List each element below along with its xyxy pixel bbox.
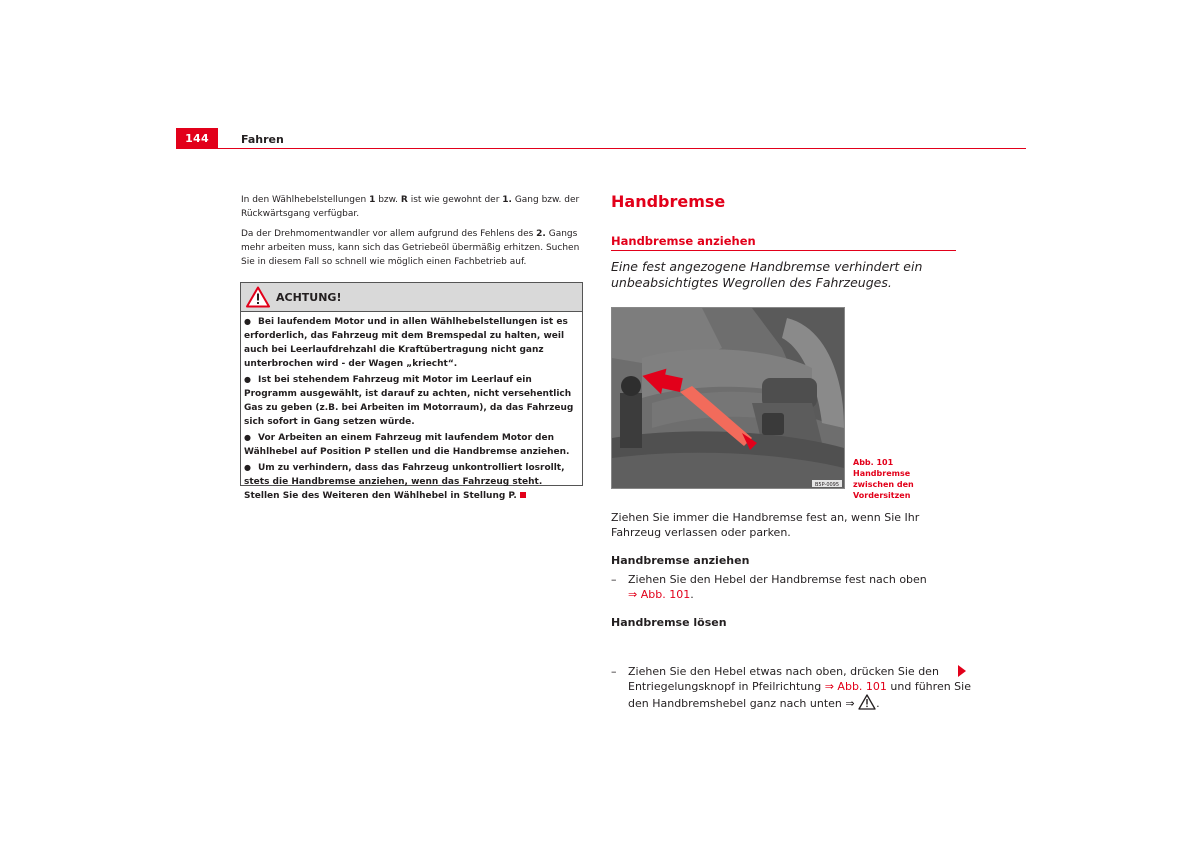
running-head: Fahren bbox=[241, 133, 284, 146]
warning-header bbox=[241, 283, 582, 312]
warning-triangle-icon bbox=[246, 286, 270, 308]
paragraph-gears bbox=[241, 193, 586, 221]
paragraph-torque bbox=[241, 227, 586, 269]
bullet-icon: ● bbox=[244, 375, 251, 384]
warning-item-text: Bei laufendem Motor und in allen Wählhebelstellungen ist es erforderlich, das Fahrzeug mit dem Bremspedal zu halten, weil auch bei Leerlaufdrehzahl die Kraftübertragung nicht ganz unterbrochen wird - der Wagen „kriecht“. bbox=[244, 317, 568, 369]
text-bold: 2. bbox=[536, 229, 546, 239]
warning-item-text: Vor Arbeiten an einem Fahrzeug mit laufendem Motor den Wählhebel auf Position P stellen und die Handbremse anziehen. bbox=[244, 433, 570, 457]
bullet-icon: ● bbox=[244, 317, 251, 326]
warning-item bbox=[244, 373, 579, 429]
warning-item bbox=[244, 461, 579, 503]
step-text: . bbox=[690, 588, 694, 601]
figure-handbrake bbox=[611, 307, 845, 489]
warning-title: ACHTUNG! bbox=[276, 290, 342, 304]
subsection-rule bbox=[611, 250, 956, 251]
next-page-arrow-icon bbox=[958, 665, 966, 677]
bullet-icon: ● bbox=[244, 463, 251, 472]
figure-code: B5P-0095 bbox=[815, 482, 840, 488]
step-text: Ziehen Sie den Hebel etwas nach oben, drücken Sie den Entriegelungsknopf in Pfeilrichtung bbox=[628, 665, 939, 693]
end-square-icon bbox=[520, 492, 526, 498]
text: Gang bzw. der Rückwärtsgang verfügbar. bbox=[241, 195, 580, 219]
warning-body bbox=[241, 312, 582, 503]
intro-text: Eine fest angezogene Handbremse verhindert ein unbeabsichtigtes Wegrollen des Fahrzeuges. bbox=[611, 259, 923, 290]
page-number: 144 bbox=[176, 128, 218, 149]
step-text: . bbox=[876, 697, 880, 710]
figure-caption: Abb. 101 Handbremse zwischen den Vordersitzen bbox=[853, 458, 914, 500]
step-release bbox=[611, 664, 973, 711]
section-title: Handbremse bbox=[611, 192, 726, 211]
subsection-title: Handbremse anziehen bbox=[611, 234, 756, 248]
text-bold: 1. bbox=[502, 195, 512, 205]
dash-icon: – bbox=[611, 573, 617, 586]
heading-apply: Handbremse anziehen bbox=[611, 554, 750, 567]
warning-box bbox=[240, 282, 583, 501]
bullet-icon: ● bbox=[244, 433, 251, 442]
handbrake-illustration bbox=[612, 308, 844, 488]
warning-item bbox=[244, 315, 579, 371]
left-column bbox=[241, 193, 586, 275]
warning-item bbox=[244, 431, 579, 459]
text: ist wie gewohnt der bbox=[407, 195, 503, 205]
step-apply bbox=[611, 572, 973, 602]
step-text: Ziehen Sie den Hebel der Handbremse fest nach oben bbox=[628, 573, 927, 586]
figure-link[interactable]: ⇒ Abb. 101 bbox=[824, 680, 887, 693]
text: In den Wählhebelstellungen bbox=[241, 195, 370, 205]
step-text: und führen Sie den Handbremshebel ganz nach unten ⇒ bbox=[628, 680, 971, 710]
paragraph-park: Ziehen Sie immer die Handbremse fest an, wenn Sie Ihr Fahrzeug verlassen oder parken. bbox=[611, 511, 920, 539]
text: Da der Drehmomentwandler vor allem aufgrund des Fehlens des bbox=[241, 229, 537, 239]
text-bold: 1 bbox=[369, 195, 376, 205]
text-bold: R bbox=[400, 195, 408, 205]
dash-icon: – bbox=[611, 665, 617, 678]
figure-link[interactable]: ⇒ Abb. 101 bbox=[628, 588, 691, 601]
text: Gangs mehr arbeiten muss, kann sich das Getriebeöl übermäßig erhitzen. Suchen Sie in diesem Fall so schnell wie möglich einen Fachbetrieb auf. bbox=[241, 229, 580, 267]
heading-release: Handbremse lösen bbox=[611, 616, 727, 629]
warning-reference-icon[interactable] bbox=[858, 694, 876, 710]
warning-item-text: Um zu verhindern, dass das Fahrzeug unkontrolliert losrollt, stets die Handbremse anziehen, wenn das Fahrzeug steht. Stellen Sie des Weiteren den Wählhebel in Stellung P. bbox=[244, 463, 565, 501]
warning-item-text: Ist bei stehendem Fahrzeug mit Motor im Leerlauf ein Programm ausgewählt, ist darauf zu achten, nicht versehentlich Gas zu geben (z.B. bei Arbeiten im Motorraum), da das Fahrzeug sich sofort in Gang setzen würde. bbox=[244, 375, 574, 427]
text: bzw. bbox=[375, 195, 401, 205]
header-rule bbox=[176, 148, 1026, 149]
